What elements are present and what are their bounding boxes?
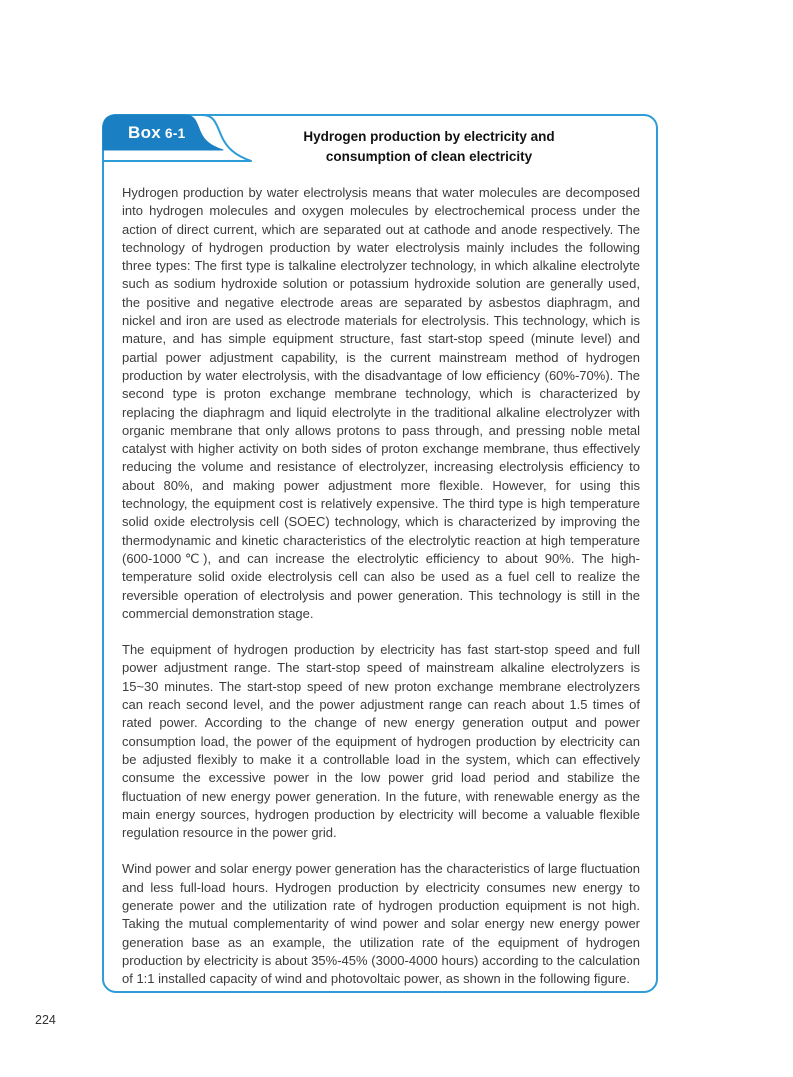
box-tab-word: Box xyxy=(128,123,162,142)
box-title: Hydrogen production by electricity and consumption of clean electricity xyxy=(303,129,555,164)
paragraph-2: The equipment of hydrogen production by electricity has fast start-stop speed and full power adjustment range. The start-stop speed of mainstream alkaline electrolyzers is 15~30 minutes. The start-stop speed of new proton exchange membrane electrolyzers can reach second level, and the power adjustment range can reach about 1.5 times of rated power. According to the change of new energy generation output and power consumption load, the power of the equipment of hydrogen production by electricity can be adjusted flexibly to make it a controllable load in the system, which can effectively consume the excessive power in the low power grid load period and stabilize the fluctuation of new energy power generation. In the future, with renewable energy as the main energy sources, hydrogen production by electricity will become a valuable flexible regulation resource in the power grid. xyxy=(122,642,640,841)
paragraph-1: Hydrogen production by water electrolysis means that water molecules are decomposed into hydrogen molecules and oxygen molecules by electrochemical process under the action of direct current, which are separated out at cathode and anode respectively. The technology of hydrogen production by water electrolysis mainly includes the following three types: The first type is talkaline electrolyzer technology, in which alkaline electrolyte such as sodium hydroxide solution or potassium hydroxide solution are generally used, the positive and negative electrode areas are separated by asbestos diaphragm, and nickel and iron are used as electrode materials for electrolysis. This technology, which is mature, and has simple equipment structure, fast start-stop speed (minute level) and partial power adjustment capability, is the current mainstream method of hydrogen production by water electrolysis, with the disadvantage of low efficiency (60%-70%). The second type is proton exchange membrane technology, which is characterized by replacing the diaphragm and liquid electrolyte in the traditional alkaline electrolyzer with organic membrane that only allows protons to pass through, and pressing noble metal catalyst with higher activity on both sides of proton exchange membrane, thus effectively reducing the volume and resistance of electrolyzer, increasing electrolysis efficiency to about 80%, and making power adjustment more flexible. However, for using this technology, the equipment cost is relatively expensive. The third type is high temperature solid oxide electrolysis cell (SOEC) technology, which is characterized by improving the thermodynamic and kinetic characteristics of the electrolytic reaction at high temperature (600-1000℃), and can increase the electrolytic efficiency to about 90%. The high-temperature solid oxide electrolysis cell can also be used as a fuel cell to realize the reversible operation of electrolysis and power generation. This technology is still in the commercial demonstration stage. xyxy=(122,185,640,621)
callout-box-6-1 xyxy=(102,114,658,993)
box-content xyxy=(104,166,656,988)
box-tab-number: 6-1 xyxy=(165,126,186,141)
paragraph-3: Wind power and solar energy power generation has the characteristics of large fluctuation and less full-load hours. Hydrogen production by electricity consumes new energy to generate power and the utilization rate of hydrogen production equipment is not high. Taking the mutual complementarity of wind power and solar energy new energy power generation base as an example, the utilization rate of the equipment of hydrogen production by electricity is about 35%-45% (3000-4000 hours) according to the calculation of 1:1 installed capacity of wind and photovoltaic power, as shown in the following figure. xyxy=(122,861,640,987)
box-tab-label xyxy=(128,123,185,143)
page-number: 224 xyxy=(35,1013,56,1027)
